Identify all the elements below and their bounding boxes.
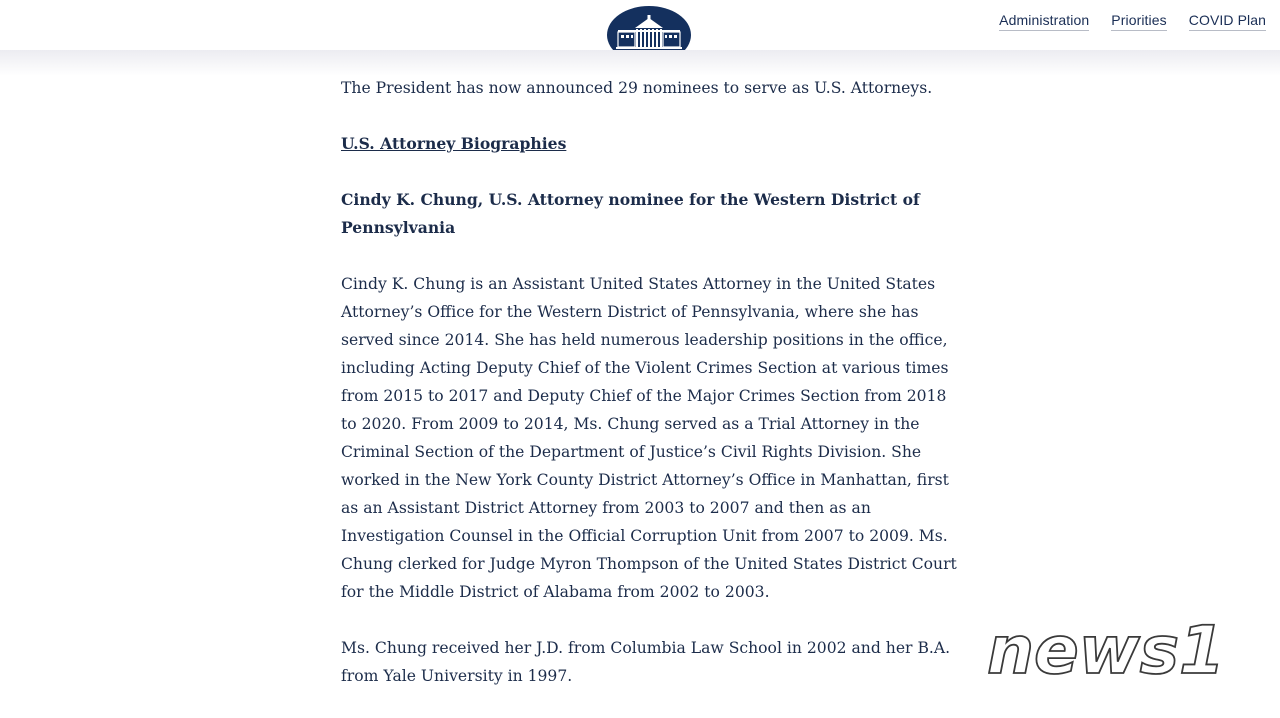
article-body <box>341 74 961 718</box>
bio-paragraph: Cindy K. Chung is an Assistant United States Attorney in the United States Attorney’s Office for the Western District of Pennsylvania, where she has served since 2014. She has held numerous leadership positions in the office, including Acting Deputy Chief of the Violent Crimes Section at various times from 2015 to 2017 and Deputy Chief of the Major Crimes Section from 2018 to 2020. From 2009 to 2014, Ms. Chung served as a Trial Attorney in the Criminal Section of the Department of Justice’s Civil Rights Division. She worked in the New York County District Attorney’s Office in Manhattan, first as an Assistant District Attorney from 2003 to 2007 and then as an Investigation Counsel in the Official Corruption Unit from 2007 to 2009. Ms. Chung clerked for Judge Myron Thompson of the United States District Court for the Middle District of Alabama from 2002 to 2003. <box>341 275 957 601</box>
nav-priorities[interactable]: Priorities <box>1111 12 1166 31</box>
news1-watermark <box>985 605 1275 700</box>
nav-covid-plan[interactable]: COVID Plan <box>1189 12 1266 31</box>
watermark-text: news1 <box>987 612 1225 689</box>
header-shadow <box>0 50 1280 76</box>
nominee-heading: Cindy K. Chung, U.S. Attorney nominee for the Western District of Pennsylvania <box>341 190 920 237</box>
nav-administration[interactable]: Administration <box>999 12 1089 31</box>
top-navigation-bar <box>0 0 1280 50</box>
us-attorney-biographies-link[interactable]: U.S. Attorney Biographies <box>341 134 567 153</box>
education-paragraph: Ms. Chung received her J.D. from Columbia Law School in 2002 and her B.A. from Yale University in 1997. <box>341 639 951 685</box>
main-nav <box>999 12 1266 31</box>
intro-paragraph: The President has now announced 29 nominees to serve as U.S. Attorneys. <box>341 79 933 97</box>
bio-link-paragraph <box>341 130 961 158</box>
